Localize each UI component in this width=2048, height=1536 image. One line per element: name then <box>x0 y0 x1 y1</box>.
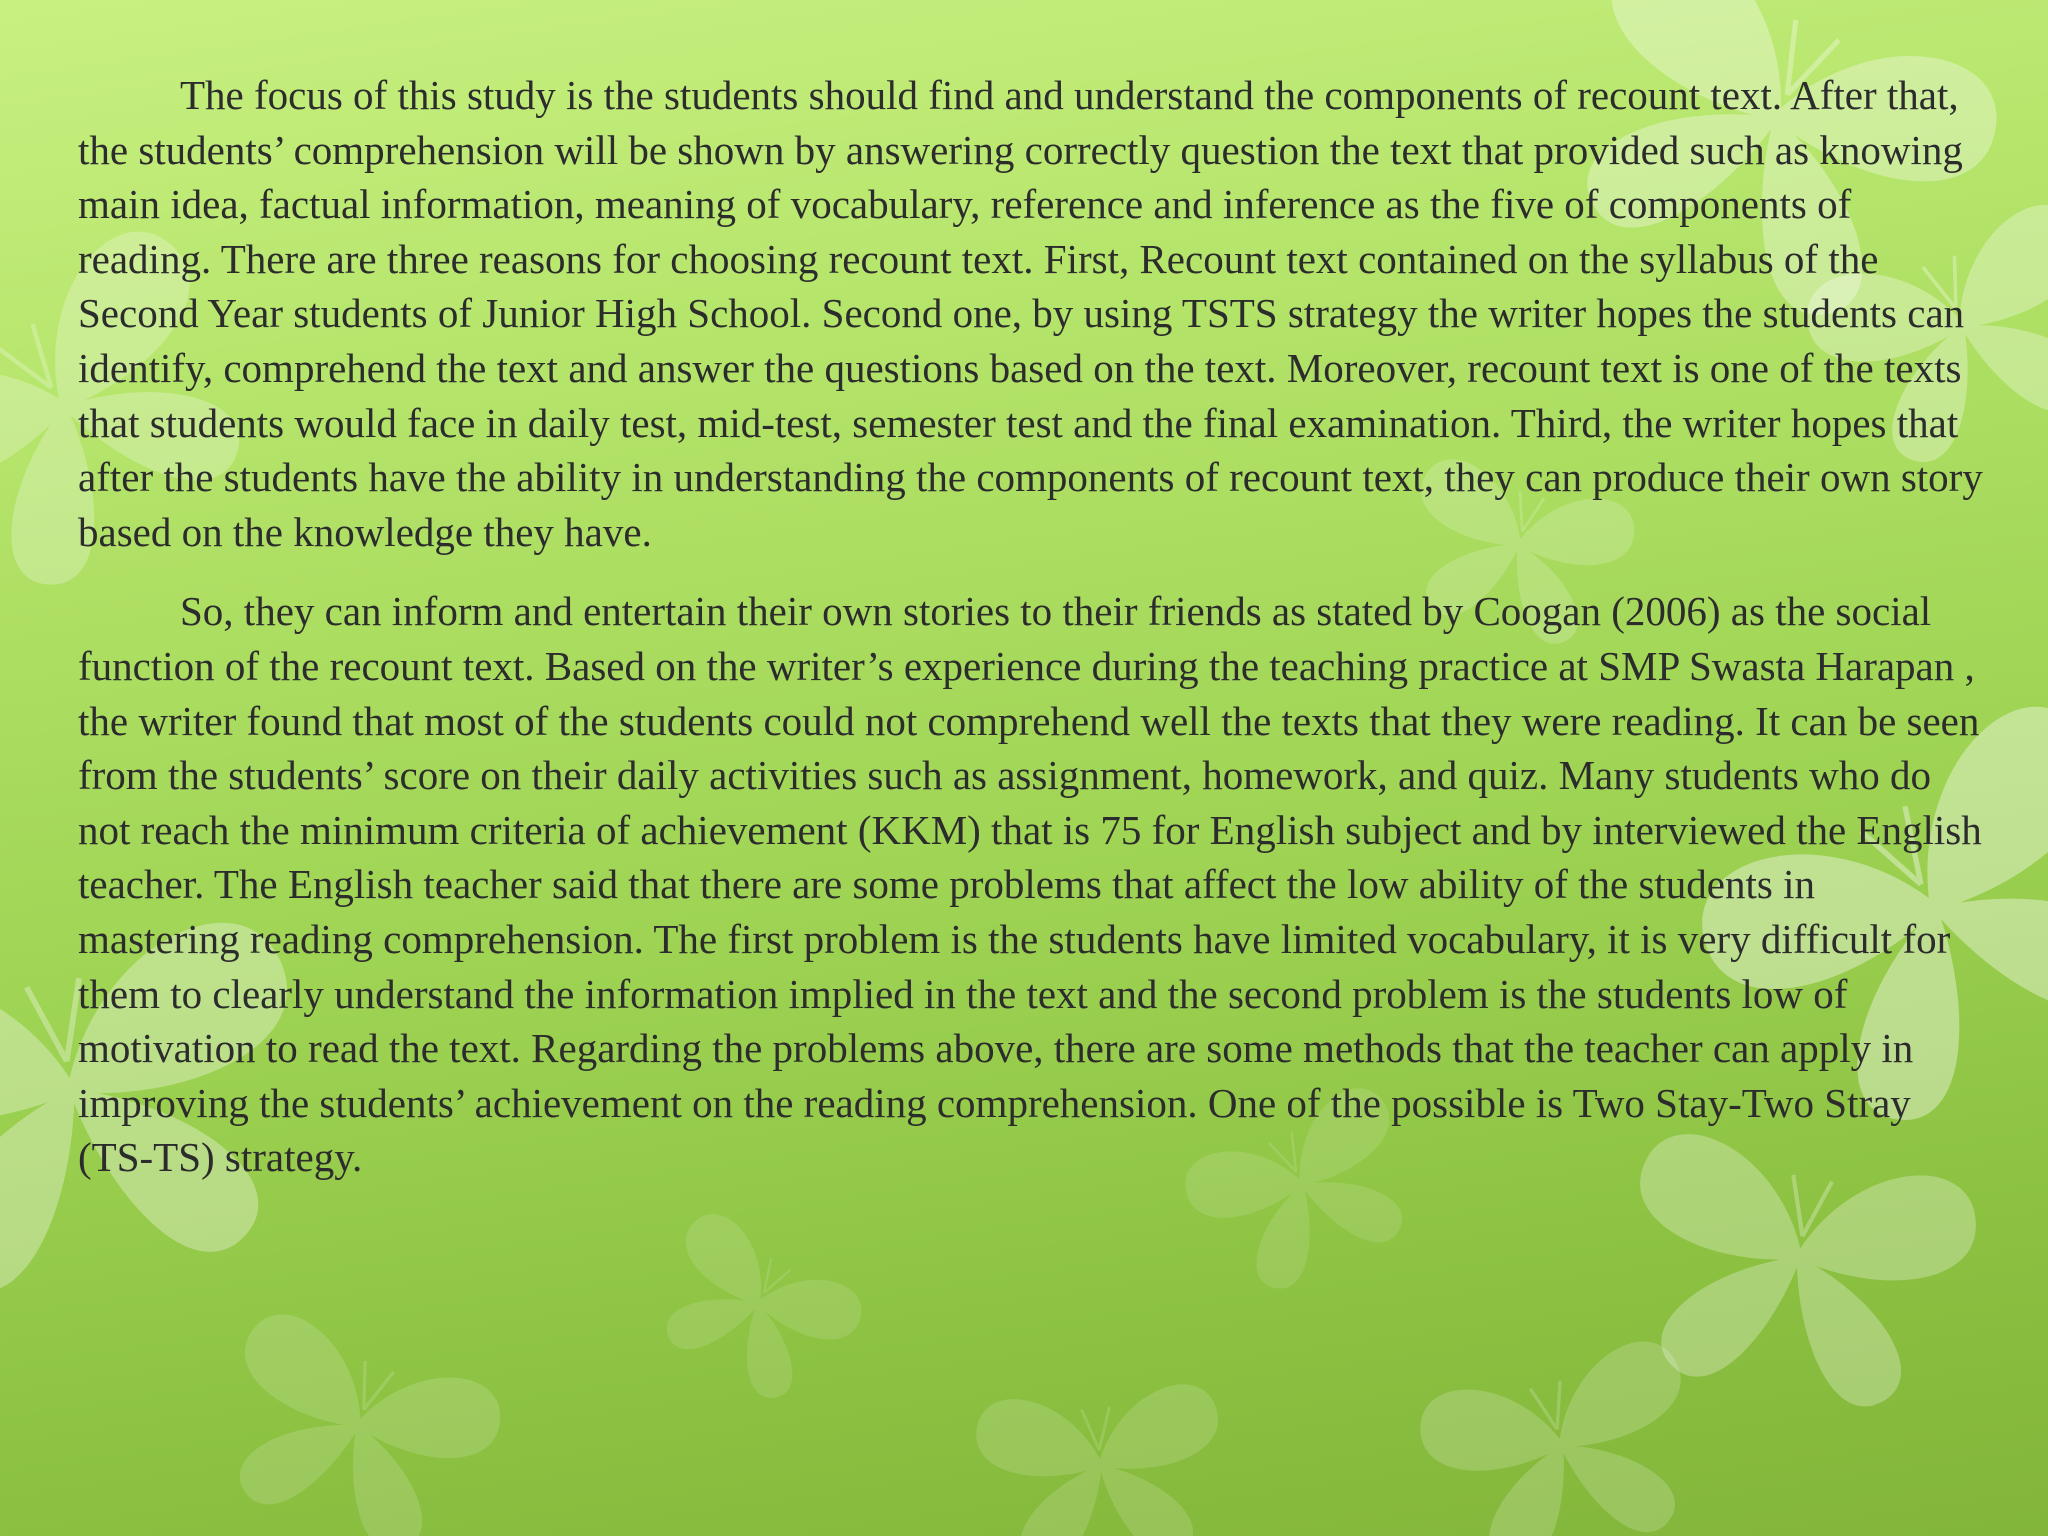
paragraph: The focus of this study is the students should find and understand the components of recount text. After that, the students’ comprehension will be shown by answering correctly question the text that provided such as knowing main idea, factual information, meaning of vocabulary, reference and inference as the five of components of reading. There are three reasons for choosing recount text. First, Recount text contained on the syllabus of the Second Year students of Junior High School. Second one, by using TSTS strategy the writer hopes the students can identify, comprehend the text and answer the questions based on the text. Moreover, recount text is one of the texts that students would face in daily test, mid-test, semester test and the final examination. Third, the writer hopes that after the students have the ability in understanding the components of recount text, they can produce their own story based on the knowledge they have. <box>78 72 1983 555</box>
butterfly-icon <box>1412 1334 1717 1536</box>
butterfly-icon <box>636 1205 871 1419</box>
paragraph: So, they can inform and entertain their own stories to their friends as stated by Coogan (2006) as the social function of the recount text. Based on the writer’s experience during the teaching practice at SMP Swasta Harapan , the writer found that most of the students could not comprehend well the texts that they were reading. It can be seen from the students’ score on their daily activities such as assignment, homework, and quiz. Many students who do not reach the minimum criteria of achievement (KKM) that is 75 for English subject and by interviewed the English teacher. The English teacher said that there are some problems that affect the low ability of the students in mastering reading comprehension. The first problem is the students have limited vocabulary, it is very difficult for them to clearly understand the information implied in the text and the second problem is the students low of motivation to read the text. Regarding the problems above, there are some methods that the teacher can apply in improving the students’ achievement on the reading comprehension. One of the possible is Two Stay-Two Stray (TS-TS) strategy. <box>78 588 1982 1181</box>
butterfly-icon <box>974 1382 1229 1536</box>
butterfly-icon <box>197 1305 510 1536</box>
slide-body <box>78 68 1983 1185</box>
